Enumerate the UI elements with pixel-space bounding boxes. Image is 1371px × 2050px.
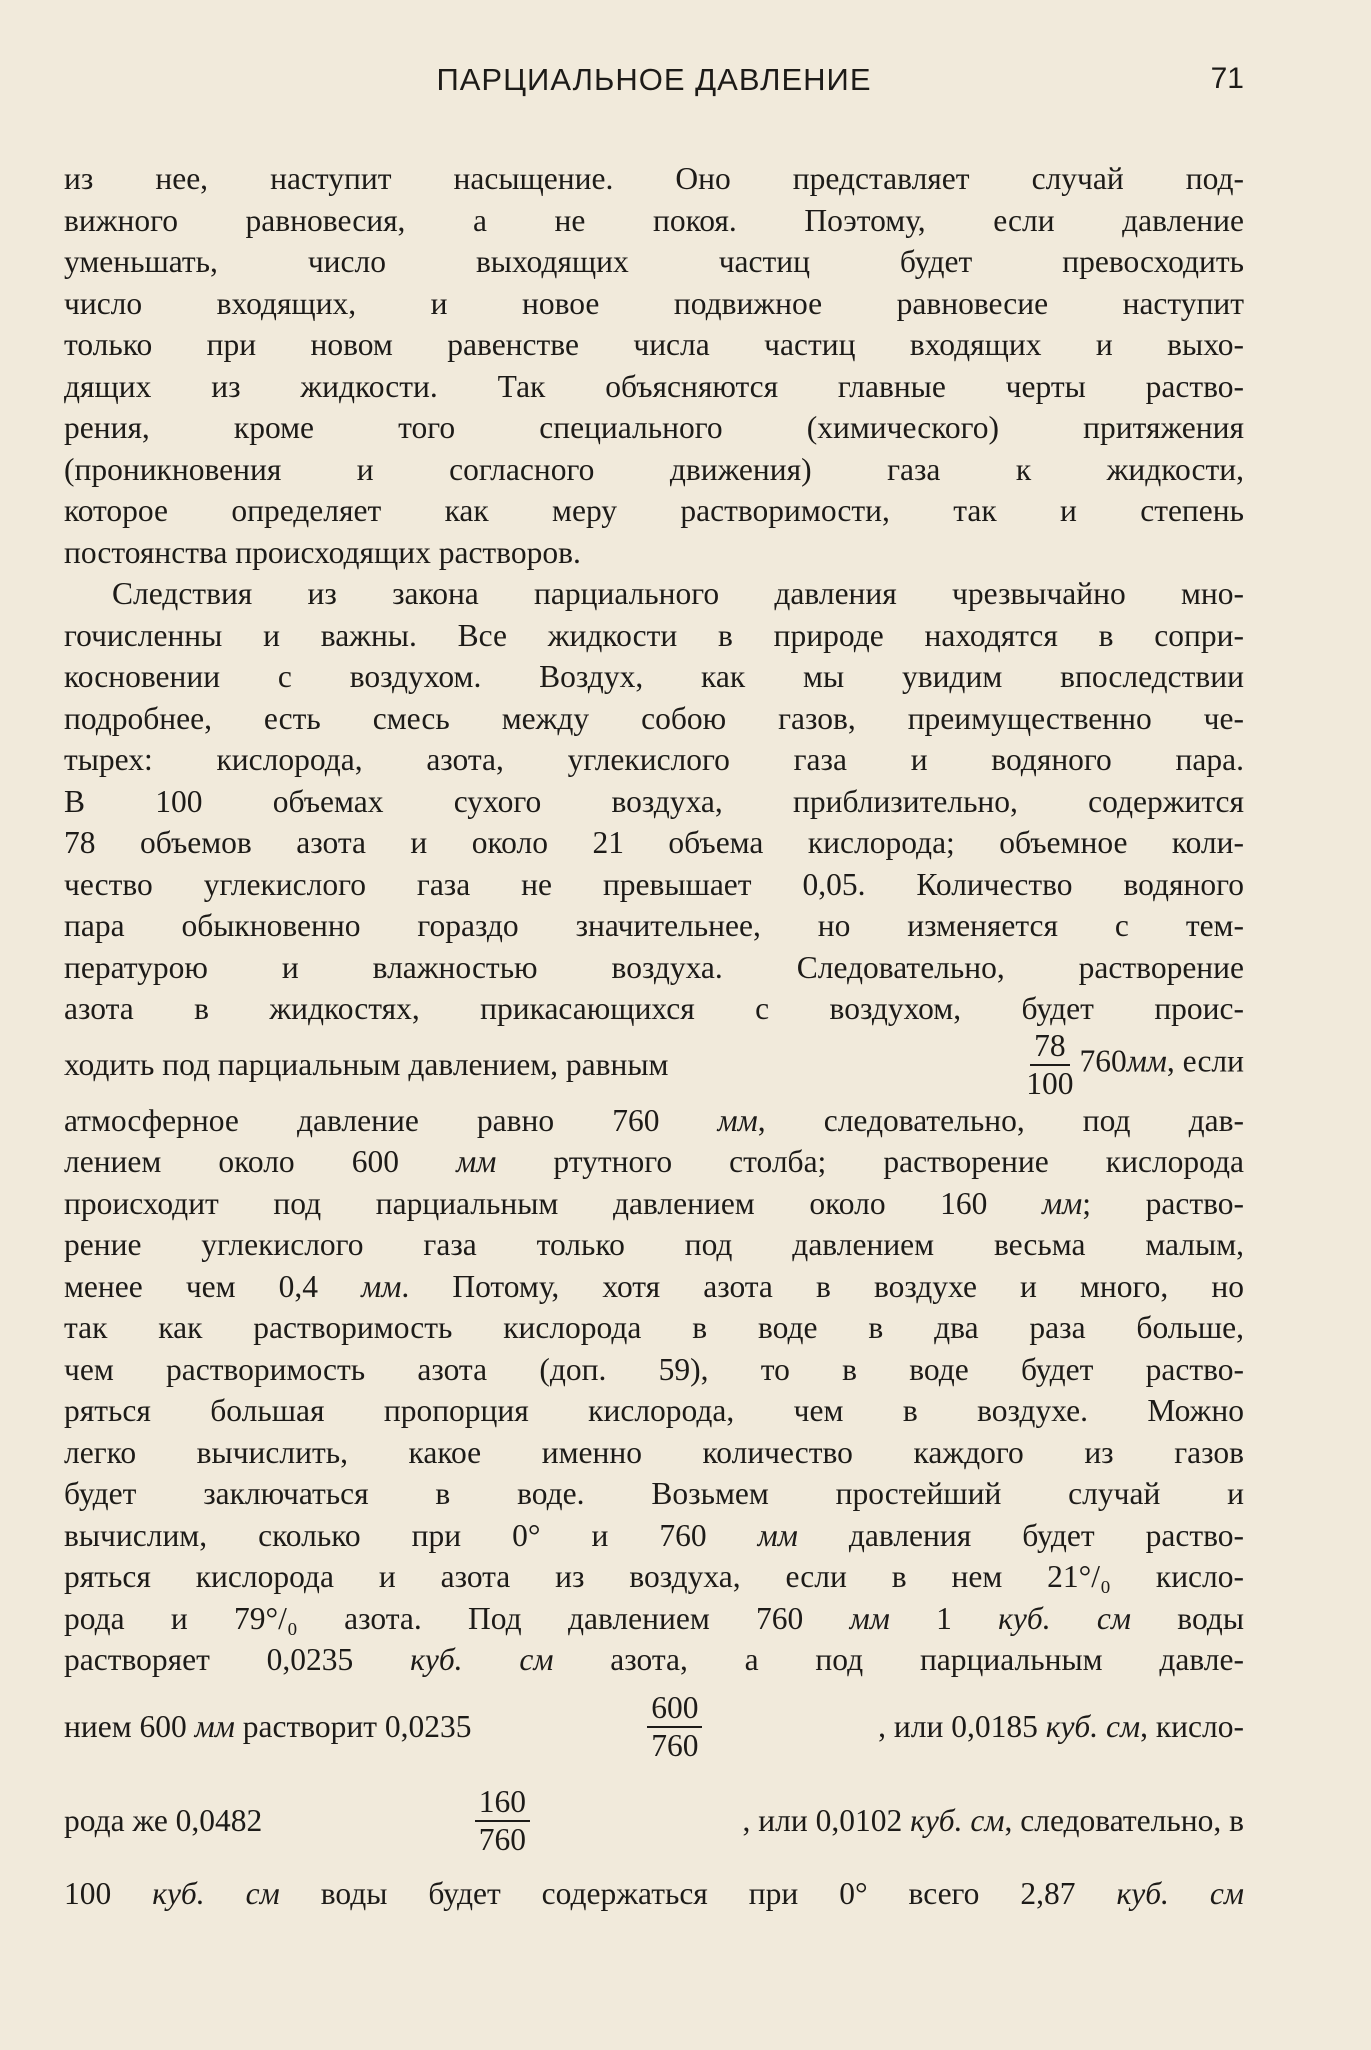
text-line: 100 куб. см воды будет содержаться при 0° всего 2,87 куб. см [64, 1875, 1244, 1911]
text-line: вижного равновесия, а не покоя. Поэтому, если давление [64, 202, 1244, 238]
text-line: ряться большая пропорция кислорода, чем в воздухе. Можно [64, 1393, 1244, 1428]
text-line: тырех: кислорода, азота, углекислого газа и водяного пара. [64, 742, 1244, 777]
body-text [64, 158, 1244, 1919]
text-line: Следствия из закона парциального давления чрезвычайно мно- [112, 576, 1244, 611]
fraction-line [64, 1030, 1244, 1100]
formula [1020, 1030, 1244, 1099]
text-line: постоянства происходящих растворов. [64, 534, 581, 570]
text-line: число входящих, и новое подвижное равновесие наступит [64, 285, 1244, 321]
page-number: 71 [1210, 62, 1244, 95]
value: 760 [1079, 1043, 1127, 1079]
text-line: азота в жидкостях, прикасающихся с воздухом, будет проис- [64, 991, 1244, 1026]
fraction [647, 1692, 702, 1761]
text-line: дящих из жидкости. Так объясняются главные черты раство- [64, 368, 1244, 404]
numerator: 600 [647, 1692, 702, 1728]
text-segment: , или 0,0102 куб. см, следовательно, в [742, 1802, 1244, 1838]
fraction-line [64, 1773, 1244, 1869]
text-line: легко вычислить, какое именно количество каждого из газов [64, 1434, 1244, 1470]
denominator: 760 [478, 1821, 527, 1857]
text-line: косновении с воздухом. Воздух, как мы увидим впоследствии [64, 659, 1244, 694]
text-line: которое определяет как меру растворимости, так и степень [64, 493, 1244, 528]
fraction-line [64, 1681, 1244, 1773]
text-line: только при новом равенстве числа частиц входящих и выхо- [64, 327, 1244, 362]
text-line: вычислим, сколько при 0° и 760 мм давления будет раство- [64, 1517, 1244, 1553]
text-line: ряться кислорода и азота из воздуха, если в нем 21°/₀ кисло- [64, 1559, 1244, 1594]
text-line: пературою и влажностью воздуха. Следовательно, растворение [64, 949, 1244, 985]
text-line: (проникновения и согласного движения) газа к жидкости, [64, 451, 1244, 487]
text-segment: , если [1166, 1043, 1244, 1079]
text-line: чество углекислого газа не превышает 0,05. Количество водяного [64, 866, 1244, 902]
text-line: рение углекислого газа только под давлением весьма малым, [64, 1227, 1244, 1262]
text-line: растворяет 0,0235 куб. см азота, а под парциальным давле- [64, 1642, 1244, 1677]
numerator: 160 [475, 1786, 530, 1822]
text-line: менее чем 0,4 мм. Потому, хотя азота в воздухе и много, но [64, 1268, 1244, 1304]
text-line: из нее, наступит насыщение. Оно представляет случай под- [64, 161, 1244, 196]
text-line: происходит под парциальным давлением около 160 мм; раство- [64, 1185, 1244, 1221]
text-line: атмосферное давление равно 760 мм, следовательно, под дав- [64, 1102, 1244, 1138]
fraction [1026, 1030, 1073, 1099]
text-segment: нием 600 мм растворит 0,0235 [64, 1708, 472, 1744]
unit: мм [1126, 1043, 1167, 1079]
text-segment: рода же 0,0482 [64, 1802, 263, 1838]
text-line: рода и 79°/₀ азота. Под давлением 760 мм 1 куб. см воды [64, 1600, 1244, 1636]
text-line: чем растворимость азота (доп. 59), то в воде будет раство- [64, 1351, 1244, 1387]
text-segment: , или 0,0185 куб. см, кисло- [878, 1708, 1244, 1744]
text-line: рения, кроме того специального (химического) притяжения [64, 410, 1244, 445]
text-line: В 100 объемах сухого воздуха, приблизительно, содержится [64, 783, 1244, 819]
text-line: 78 объемов азота и около 21 объема кислорода; объемное коли- [64, 825, 1244, 860]
text-line: пара обыкновенно гораздо значительнее, но изменяется с тем- [64, 908, 1244, 943]
text-line: будет заключаться в воде. Возьмем простейший случай и [64, 1476, 1244, 1511]
text-line: лением около 600 мм ртутного столба; растворение кислорода [64, 1144, 1244, 1179]
fraction [475, 1786, 530, 1855]
text-line: подробнее, есть смесь между собою газов, преимущественно че- [64, 700, 1244, 736]
numerator: 78 [1030, 1030, 1070, 1066]
text-line: уменьшать, число выходящих частиц будет превосходить [64, 244, 1244, 279]
running-title: ПАРЦИАЛЬНОЕ ДАВЛЕНИЕ [436, 62, 872, 97]
text-line: гочисленны и важны. Все жидкости в природе находятся в сопри- [64, 617, 1244, 653]
text-line: так как растворимость кислорода в воде в два раза больше, [64, 1310, 1244, 1345]
denominator: 760 [651, 1727, 699, 1763]
text-segment: ходить под парциальным давлением, равным [64, 1046, 669, 1082]
page-header [64, 62, 1244, 112]
denominator: 100 [1026, 1065, 1074, 1101]
